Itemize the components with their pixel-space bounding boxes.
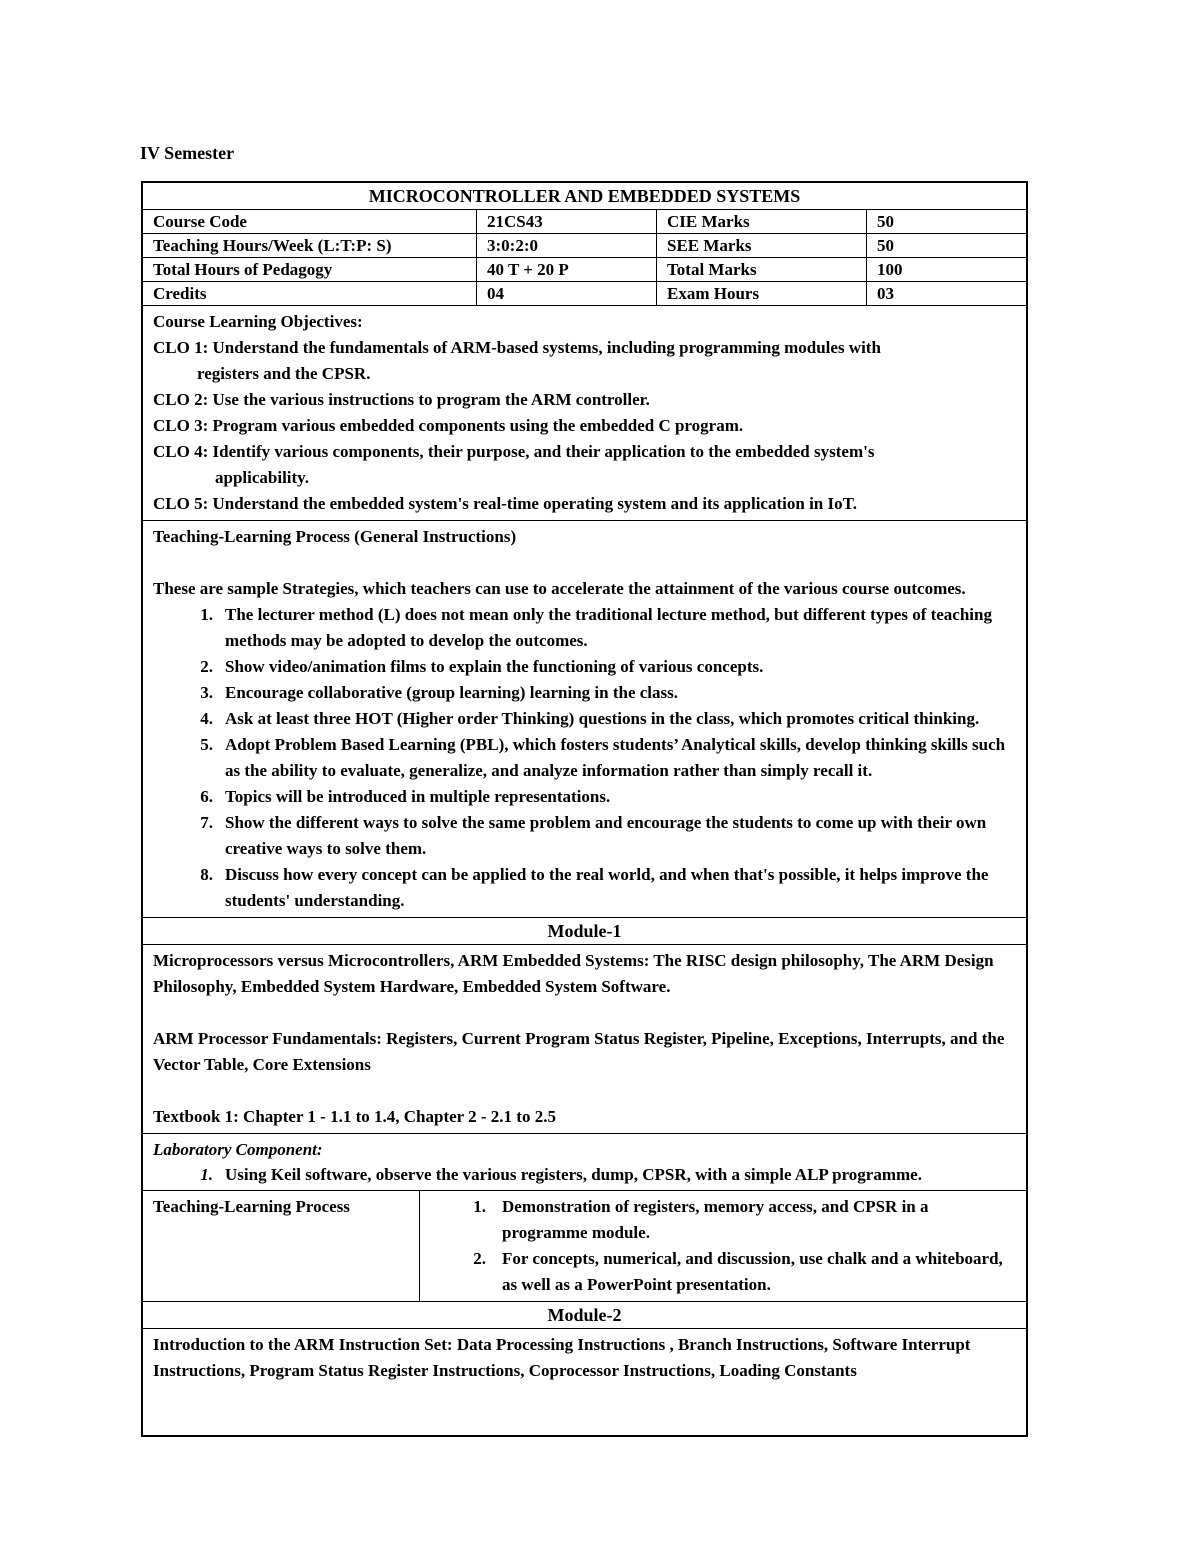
- clo-label: CLO 2:: [153, 390, 213, 409]
- list-item: 2. For concepts, numerical, and discussion, use chalk and a whiteboard, as well as a PowerPoint presentation.: [473, 1249, 1003, 1294]
- info-label: SEE Marks: [657, 234, 867, 257]
- info-value: 40 T + 20 P: [477, 258, 657, 281]
- teaching-intro: These are sample Strategies, which teachers can use to accelerate the attainment of the various course outcomes.: [153, 579, 966, 598]
- list-item: 1. Demonstration of registers, memory access, and CPSR in a programme module.: [473, 1197, 929, 1242]
- clo-text: Use the various instructions to program the ARM controller.: [212, 390, 650, 409]
- course-title: MICROCONTROLLER AND EMBEDDED SYSTEMS: [143, 183, 1026, 210]
- tlp-list-cell: [420, 1191, 1026, 1301]
- lab-list: [153, 1163, 1016, 1187]
- module1-para1: Microprocessors versus Microcontrollers, ARM Embedded Systems: The RISC design philosophy, The ARM Design Philosophy, Embedded System Hardware, Embedded System Software.: [153, 951, 994, 996]
- semester-label: IV Semester: [140, 143, 235, 163]
- list-item: 7. Show the different ways to solve the same problem and encourage the students to come up with their own creative ways to solve them.: [200, 813, 987, 858]
- clo-label: CLO 4:: [153, 442, 213, 461]
- module1-content: [143, 945, 1026, 1134]
- module1-para2-text: Registers, Current Program Status Register, Pipeline, Exceptions, Interrupts, and the Vector Table, Core Extensions: [153, 1029, 1005, 1074]
- module2-title: Module-2: [143, 1302, 1026, 1329]
- clo-item: [153, 439, 1016, 491]
- tlp-row: [143, 1191, 1026, 1302]
- objectives-heading: Course Learning Objectives:: [153, 312, 363, 331]
- list-item: 5. Adopt Problem Based Learning (PBL), which fosters students’ Analytical skills, develop thinking skills such as the ability to evaluate, generalize, and analyze information rather than simply recall it.: [200, 735, 1006, 780]
- list-item: 1. Using Keil software, observe the various registers, dump, CPSR, with a simple ALP programme.: [200, 1165, 922, 1184]
- clo-text: Program various embedded components using the embedded C program.: [212, 416, 744, 435]
- clo-item: [153, 491, 1016, 517]
- module2-text: Data Processing Instructions , Branch Instructions, Software Interrupt Instructions, Program Status Register Instructions, Coprocessor Instructions, Loading Constants: [153, 1335, 971, 1380]
- info-label: Total Hours of Pedagogy: [143, 258, 477, 281]
- clo-item: [153, 413, 1016, 439]
- module1-textbook: Textbook 1: Chapter 1 - 1.1 to 1.4, Chapter 2 - 2.1 to 2.5: [153, 1107, 556, 1126]
- clo-text: Understand the fundamentals of ARM-based systems, including programming modules with: [212, 338, 881, 357]
- module1-title: Module-1: [143, 918, 1026, 945]
- lab-heading: Laboratory Component:: [153, 1140, 323, 1159]
- info-label: Exam Hours: [657, 282, 867, 305]
- info-label: Course Code: [143, 210, 477, 233]
- list-item: 1. The lecturer method (L) does not mean only the traditional lecture method, but different types of teaching methods may be adopted to develop the outcomes.: [200, 605, 992, 650]
- clo-text: Understand the embedded system's real-time operating system and its application in IoT.: [212, 494, 857, 513]
- info-value: 100: [877, 260, 903, 279]
- teaching-list: [153, 602, 1016, 914]
- info-value: 04: [477, 282, 657, 305]
- module2-content: [143, 1329, 1026, 1435]
- teaching-heading: Teaching-Learning Process (General Instructions): [153, 527, 517, 546]
- list-item: 4. Ask at least three HOT (Higher order Thinking) questions in the class, which promotes critical thinking.: [200, 709, 980, 728]
- list-item: 8. Discuss how every concept can be applied to the real world, and when that's possible, it helps improve the students' understanding.: [200, 865, 989, 910]
- syllabus-table: [141, 181, 1028, 1437]
- clo-item: [153, 387, 1016, 413]
- info-value: 03: [877, 284, 894, 303]
- list-item: 2. Show video/animation films to explain the functioning of various concepts.: [200, 657, 764, 676]
- info-value: 21CS43: [477, 210, 657, 233]
- info-row: [143, 210, 1026, 234]
- clo-label: CLO 3:: [153, 416, 213, 435]
- tlp-label: Teaching-Learning Process: [143, 1191, 420, 1301]
- clo-item: [153, 335, 1016, 387]
- info-row: [143, 258, 1026, 282]
- module1-para2-bold: ARM Processor Fundamentals:: [153, 1029, 382, 1048]
- tlp-list: [430, 1194, 1016, 1298]
- info-row: [143, 282, 1026, 306]
- clo-label: CLO 1:: [153, 338, 213, 357]
- clo-label: CLO 5:: [153, 494, 213, 513]
- info-label: CIE Marks: [657, 210, 867, 233]
- info-value: 50: [877, 212, 894, 231]
- info-row: [143, 234, 1026, 258]
- objectives-section: [143, 306, 1026, 521]
- module2-bold: Introduction to the ARM Instruction Set:: [153, 1335, 453, 1354]
- clo-text: Identify various components, their purpose, and their application to the embedded system's: [212, 442, 875, 461]
- clo-text-cont: registers and the CPSR.: [197, 364, 371, 383]
- info-label: Teaching Hours/Week (L:T:P: S): [143, 234, 477, 257]
- lab-section: [143, 1134, 1026, 1191]
- info-label: Total Marks: [657, 258, 867, 281]
- list-item: 3. Encourage collaborative (group learning) learning in the class.: [200, 683, 679, 702]
- info-value: 50: [877, 236, 894, 255]
- teaching-section: [143, 521, 1026, 918]
- clo-text-cont: applicability.: [215, 468, 309, 487]
- list-item: 6. Topics will be introduced in multiple representations.: [200, 787, 611, 806]
- module1-para2: [153, 1026, 1016, 1078]
- info-value: 3:0:2:0: [477, 234, 657, 257]
- info-label: Credits: [143, 282, 477, 305]
